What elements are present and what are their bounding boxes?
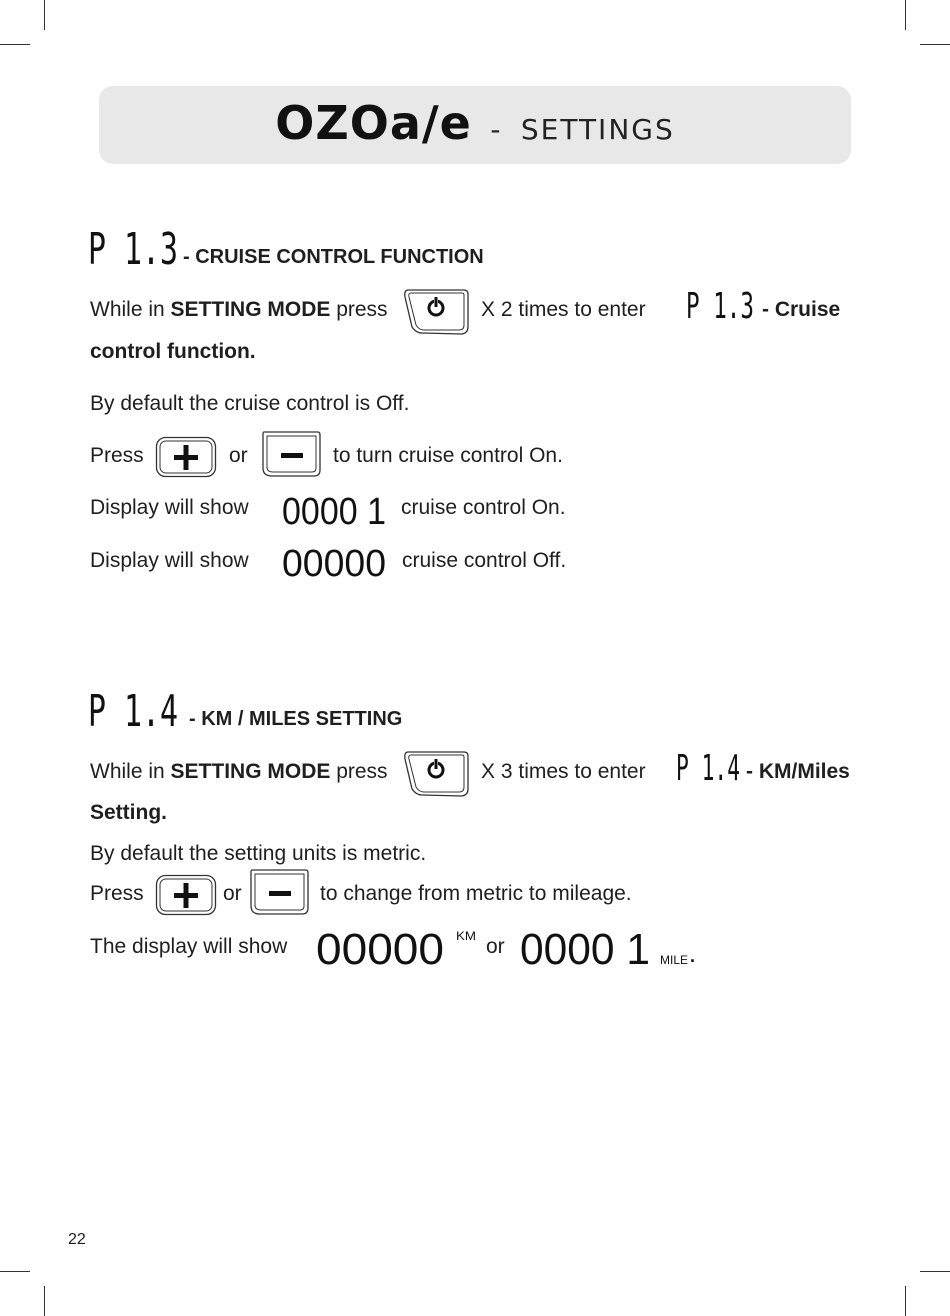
crop-mark bbox=[905, 1286, 906, 1316]
section2-code-inline-text: P 1.4 bbox=[676, 749, 740, 783]
s2-l1b: SETTING MODE bbox=[170, 760, 331, 783]
s1-line4-end: to turn cruise control On. bbox=[333, 444, 563, 467]
plus-button-icon bbox=[155, 436, 217, 478]
s2-show-or: or bbox=[486, 935, 505, 958]
unit-km-text: KM bbox=[456, 929, 477, 942]
crop-mark bbox=[0, 1271, 30, 1272]
section1-line3: By default the cruise control is Off. bbox=[90, 392, 410, 415]
section1-code-display bbox=[88, 226, 180, 268]
s1-l1d: X 2 times to enter bbox=[481, 298, 646, 321]
crop-mark bbox=[44, 0, 45, 30]
lcd-value-mile bbox=[520, 926, 652, 968]
power-button-icon bbox=[402, 749, 470, 799]
lcd-value-km-text: 00000 bbox=[316, 926, 444, 968]
section2-code-inline bbox=[676, 749, 742, 783]
s1-show1-a: Display will show bbox=[90, 496, 249, 519]
lcd-value-km bbox=[316, 926, 446, 968]
s1-l1c: press bbox=[330, 298, 388, 321]
s2-l1a: While in bbox=[90, 760, 171, 783]
unit-km-label bbox=[456, 928, 478, 942]
page-title bbox=[0, 96, 950, 150]
minus-button-icon bbox=[248, 868, 310, 916]
s2-or: or bbox=[223, 882, 242, 905]
title-model: OZOa/e bbox=[275, 96, 472, 150]
s2-show-a: The display will show bbox=[90, 935, 288, 958]
s2-press: Press bbox=[90, 882, 144, 905]
s2-line4-end: to change from metric to mileage. bbox=[320, 882, 632, 905]
s2-l1c: press bbox=[330, 760, 388, 783]
section2-code-display bbox=[88, 688, 180, 730]
s2-l1e: - KM/Miles bbox=[746, 760, 850, 783]
section1-line2: control function. bbox=[90, 340, 256, 363]
plus-button-icon bbox=[155, 874, 217, 916]
lcd-value-on-text: 0000 1 bbox=[282, 492, 386, 528]
section1-code-inline bbox=[686, 287, 756, 321]
section2-line1 bbox=[90, 760, 388, 784]
page-number: 22 bbox=[68, 1231, 86, 1248]
section2-heading: - KM / MILES SETTING bbox=[189, 708, 403, 730]
crop-mark bbox=[44, 1286, 45, 1316]
crop-mark bbox=[0, 44, 30, 45]
s1-l1a: While in bbox=[90, 298, 171, 321]
unit-mile-period: . bbox=[690, 952, 696, 966]
s1-show1-b: cruise control On. bbox=[401, 496, 566, 519]
section2-code-text: P 1.4 bbox=[88, 688, 178, 730]
crop-mark bbox=[905, 0, 906, 30]
s1-l1e: - Cruise bbox=[762, 298, 841, 321]
unit-mile-text: MILE bbox=[660, 953, 688, 966]
s2-l1d: X 3 times to enter bbox=[481, 760, 646, 783]
lcd-value-mile-text: 0000 1 bbox=[520, 926, 650, 968]
section2-line3: By default the setting units is metric. bbox=[90, 842, 427, 865]
section2-line2: Setting. bbox=[90, 801, 167, 824]
s1-l1b: SETTING MODE bbox=[170, 298, 331, 321]
section1-heading: - CRUISE CONTROL FUNCTION bbox=[183, 246, 484, 268]
lcd-value-off bbox=[282, 544, 388, 580]
s1-show2-a: Display will show bbox=[90, 549, 249, 572]
section1-code-inline-text: P 1.3 bbox=[686, 287, 754, 321]
crop-mark bbox=[920, 44, 950, 45]
lcd-value-on bbox=[282, 492, 388, 528]
power-button-icon bbox=[402, 287, 470, 337]
section1-code-text: P 1.3 bbox=[88, 226, 178, 268]
section1-line1 bbox=[90, 298, 388, 322]
s1-show2-b: cruise control Off. bbox=[402, 549, 567, 572]
lcd-value-off-text: 00000 bbox=[282, 544, 386, 580]
s1-or: or bbox=[229, 444, 248, 467]
title-dash: - bbox=[490, 113, 503, 146]
title-subtitle: SETTINGS bbox=[520, 113, 675, 146]
s1-press: Press bbox=[90, 444, 144, 467]
unit-mile-label bbox=[660, 952, 700, 966]
minus-button-icon bbox=[260, 430, 322, 478]
crop-mark bbox=[920, 1271, 950, 1272]
